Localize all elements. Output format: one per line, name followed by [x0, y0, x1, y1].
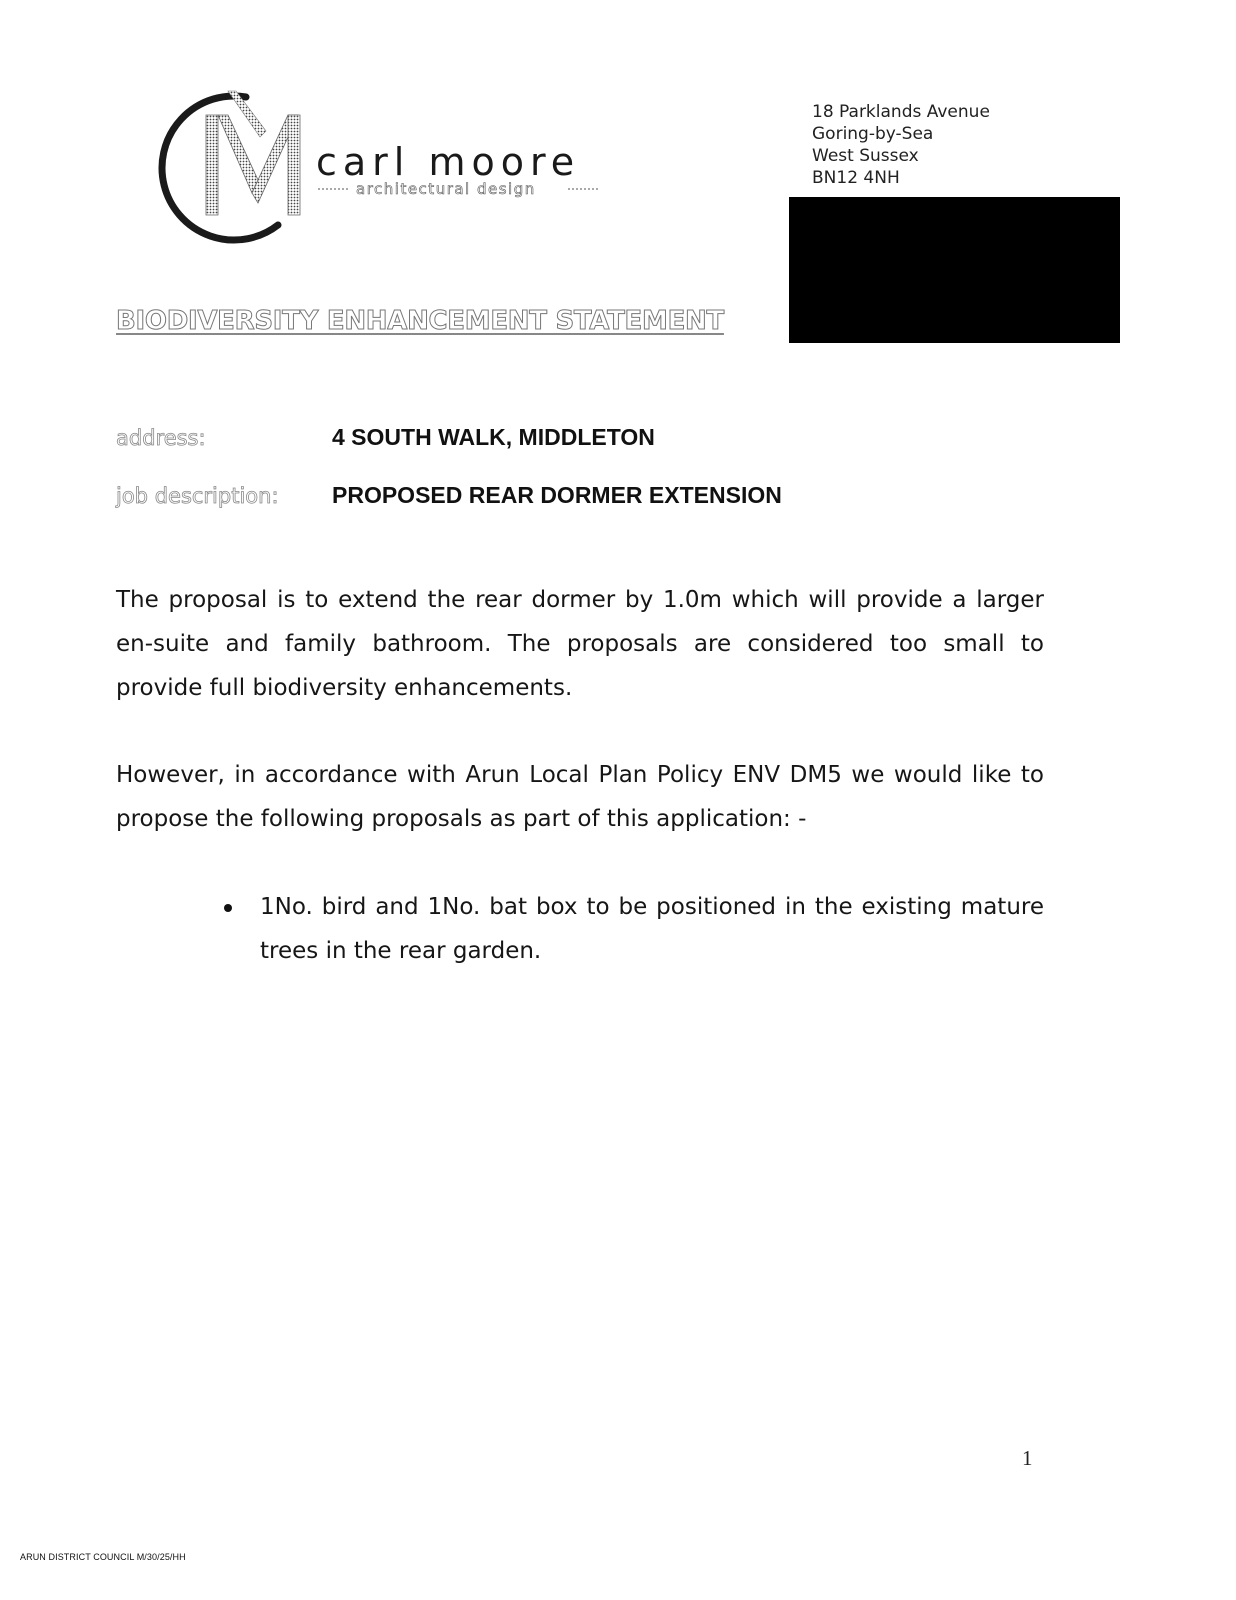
address-label: address:	[116, 426, 206, 450]
list-item	[222, 885, 1044, 973]
company-logo	[128, 85, 618, 245]
address-value: 4 SOUTH WALK, MIDDLETON	[332, 424, 655, 450]
proposal-list	[222, 885, 1044, 973]
address-line: West Sussex	[812, 146, 919, 166]
body-paragraph: However, in accordance with Arun Local Plan Policy ENV DM5 we would like to propose the following proposals as part of this application: -	[116, 762, 1044, 832]
address-line: 18 Parklands Avenue	[812, 102, 990, 122]
page-number: 1	[1022, 1446, 1033, 1470]
footer-reference: ARUN DISTRICT COUNCIL M/30/25/HH	[20, 1552, 186, 1562]
redaction-box	[789, 197, 1120, 343]
address-line: Goring-by-Sea	[812, 124, 934, 144]
job-description-value: PROPOSED REAR DORMER EXTENSION	[332, 482, 782, 508]
logo-tagline: architectural design	[356, 180, 536, 198]
address-line: BN12 4NH	[812, 168, 900, 188]
job-description-label: job description:	[116, 484, 279, 508]
body-paragraph: The proposal is to extend the rear dormer by 1.0m which will provide a larger en-suite and family bathroom. The proposals are considered too small to provide full biodiversity enhancements.	[116, 587, 1044, 701]
list-item-text: 1No. bird and 1No. bat box to be positioned in the existing mature trees in the rear garden.	[260, 894, 1044, 964]
company-address	[812, 101, 990, 189]
document-title: BIODIVERSITY ENHANCEMENT STATEMENT	[116, 306, 724, 336]
logo-name: carl moore	[316, 140, 581, 184]
bullet-icon	[224, 904, 232, 912]
